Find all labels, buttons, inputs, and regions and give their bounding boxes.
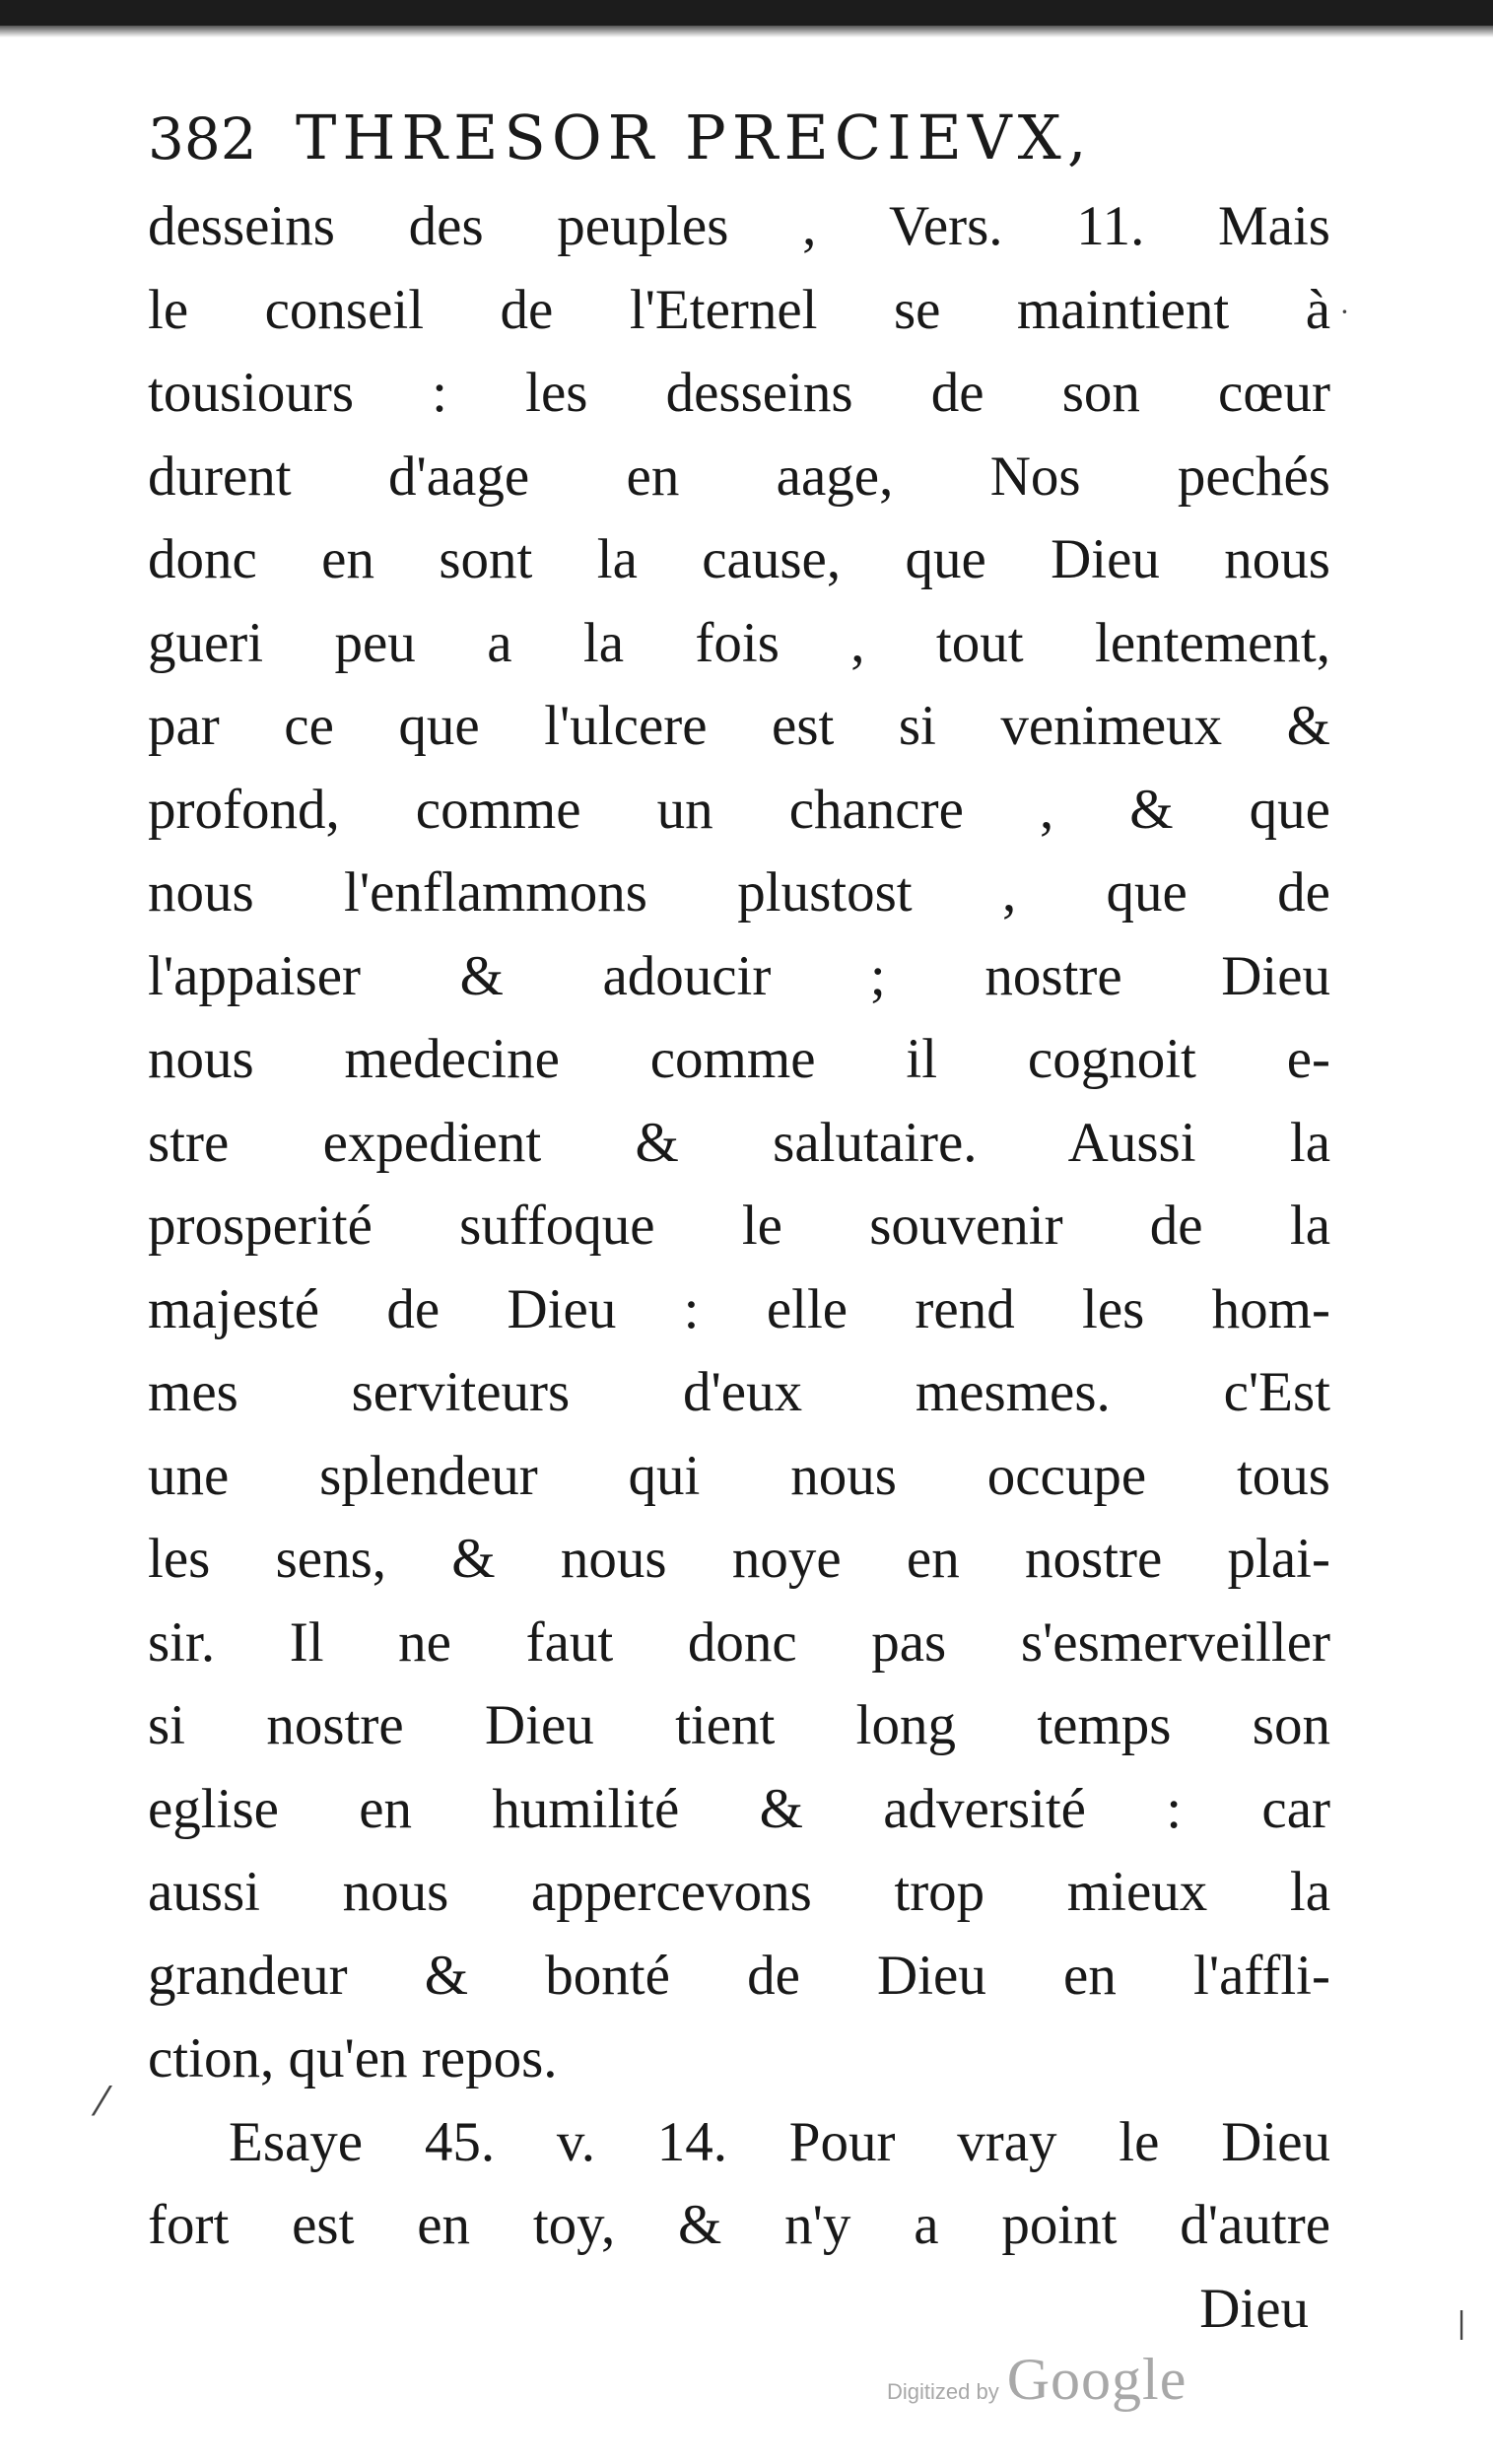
running-head [148, 91, 1330, 185]
text-line: mes serviteurs d'eux mesmes. c'Est [148, 1361, 1330, 1423]
main-text [148, 185, 1330, 2268]
top-page-edge [0, 0, 1493, 26]
text-line: par ce que l'ulcere est si venimeux & [148, 695, 1330, 757]
top-page-edge-shadow [0, 26, 1493, 37]
page-number: 382 [148, 105, 257, 172]
text-line: le conseil de l'Eternel se maintient à [148, 278, 1330, 341]
text-line: stre expedient & salutaire. Aussi la [148, 1111, 1330, 1174]
text-line: gueri peu a la fois , tout lentement, [148, 611, 1330, 674]
text-line: tousiours : les desseins de son cœur [148, 362, 1330, 424]
book-page [148, 91, 1330, 2351]
stray-ink-mark: | [1457, 2306, 1467, 2341]
text-line: nous l'enflammons plustost , que de [148, 861, 1330, 924]
google-logo: Google [1006, 2347, 1188, 2412]
text-line: profond, comme un chancre , & que [148, 778, 1330, 841]
text-line: grandeur & bonté de Dieu en l'affli- [148, 1944, 1330, 2007]
watermark-prefix: Digitized by [887, 2379, 999, 2404]
text-line: eglise en humilité & adversité : car [148, 1777, 1330, 1840]
text-line: desseins des peuples , Vers. 11. Mais [148, 195, 1330, 257]
text-line: ction, qu'en repos. [148, 2027, 558, 2089]
text-line: aussi nous appercevons trop mieux la [148, 1861, 1330, 1923]
digitization-watermark [887, 2346, 1301, 2425]
stray-ink-mark: · [1340, 296, 1349, 328]
text-line: si nostre Dieu tient long temps son [148, 1694, 1330, 1756]
text-line: fort est en toy, & n'y a point d'autre [148, 2194, 1330, 2256]
catchword: Dieu [1199, 2277, 1309, 2340]
running-title: THRESOR PRECIEVX, [296, 102, 1093, 173]
text-line: l'appaiser & adoucir ; nostre Dieu [148, 944, 1330, 1007]
stray-ink-mark: ⁄ [99, 2080, 105, 2125]
text-line: une splendeur qui nous occupe tous [148, 1444, 1330, 1507]
text-line: sir. Il ne faut donc pas s'esmerveiller [148, 1610, 1330, 1674]
text-line: prosperité suffoque le souvenir de la [148, 1195, 1330, 1257]
text-line-paragraph-start: Esaye 45. v. 14. Pour vray le Dieu [229, 2110, 1330, 2173]
text-line: donc en sont la cause, que Dieu nous [148, 528, 1330, 590]
text-line: les sens, & nous noye en nostre plai- [148, 1528, 1330, 1590]
text-line: majesté de Dieu : elle rend les hom- [148, 1277, 1330, 1340]
text-line: nous medecine comme il cognoit e- [148, 1028, 1330, 1090]
text-line: durent d'aage en aage, Nos pechés [148, 445, 1330, 508]
